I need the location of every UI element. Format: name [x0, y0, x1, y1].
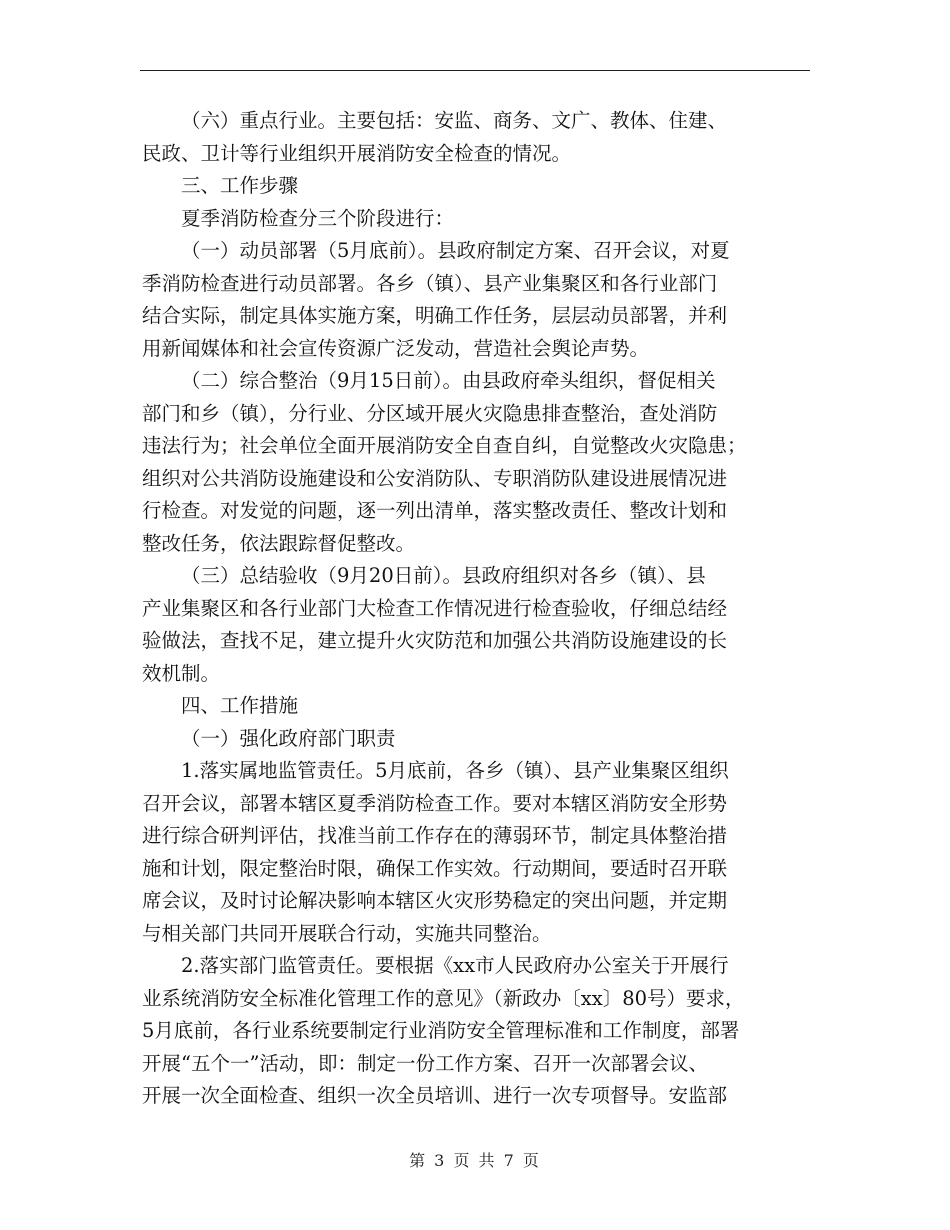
text-line: 组织对公共消防设施建设和公安消防队、专职消防队建设进展情况进: [142, 466, 728, 490]
text-line: 夏季消防检查分三个阶段进行：: [181, 206, 455, 230]
text-line: 整改任务，依法跟踪督促整改。: [142, 531, 416, 555]
text-line: 三、工作步骤: [181, 174, 299, 197]
page-footer: 第 3 页 共 7 页: [409, 1151, 541, 1170]
text-line: （三）总结验收（9月20日前）。县政府组织对各乡（镇）、县: [181, 564, 706, 587]
text-line: 进行综合研判评估，找准当前工作存在的薄弱环节，制定具体整治措: [142, 824, 728, 847]
text-line: 用新闻媒体和社会宣传资源广泛发动，营造社会舆论声势。: [142, 336, 650, 360]
text-line: 验做法，查找不足，建立提升火灾防范和加强公共消防设施建设的长: [142, 629, 728, 652]
text-line: 施和计划，限定整治时限，确保工作实效。行动期间，要适时召开联: [142, 856, 728, 880]
text-line: 2.落实部门监管责任。要根据《xx市人民政府办公室关于开展行: [181, 954, 729, 977]
text-line: 结合实际，制定具体实施方案，明确工作任务，层层动员部署，并利: [142, 304, 728, 327]
text-line: （一）动员部署（5月底前）。县政府制定方案、召开会议，对夏: [181, 239, 730, 262]
text-line: 四、工作措施: [181, 694, 299, 717]
text-line: 5月底前，各行业系统要制定行业消防安全管理标准和工作制度，部署: [142, 1019, 740, 1042]
text-line: （一）强化政府部门职责: [181, 726, 396, 750]
document-body: [142, 105, 812, 1113]
text-line: 季消防检查进行动员部署。各乡（镇）、县产业集聚区和各行业部门: [142, 271, 718, 295]
text-line: 开展一次全面检查、组织一次全员培训、进行一次专项督导。安监部: [142, 1084, 728, 1107]
text-line: 召开会议，部署本辖区夏季消防检查工作。要对本辖区消防安全形势: [142, 791, 728, 815]
text-line: 开展“五个一”活动，即：制定一份工作方案、召开一次部署会议、: [142, 1051, 708, 1075]
text-line: 效机制。: [142, 661, 221, 685]
text-line: （二）综合整治（9月15日前）。由县政府牵头组织，督促相关: [181, 369, 716, 392]
header-rule: [140, 70, 810, 71]
text-line: 产业集聚区和各行业部门大检查工作情况进行检查验收，仔细总结经: [142, 596, 728, 620]
text-line: 业系统消防安全标准化管理工作的意见》（新政办〔xx〕80号）要求，: [142, 986, 745, 1010]
text-line: 违法行为；社会单位全面开展消防安全自查自纠，自觉整改火灾隐患；: [142, 434, 747, 457]
text-line: 部门和乡（镇），分行业、分区域开展火灾隐患排查整治，查处消防: [142, 401, 718, 425]
text-line: 民政、卫计等行业组织开展消防安全检查的情况。: [142, 141, 572, 165]
text-line: 与相关部门共同开展联合行动，实施共同整治。: [142, 921, 552, 945]
text-line: 1.落实属地监管责任。5月底前，各乡（镇）、县产业集聚区组织: [181, 759, 729, 782]
text-line: 行检查。对发觉的问题，逐一列出清单，落实整改责任、整改计划和: [142, 499, 728, 522]
text-line: 席会议，及时讨论解决影响本辖区火灾形势稳定的突出问题，并定期: [142, 889, 728, 912]
text-line: （六）重点行业。主要包括：安监、商务、文广、教体、住建、: [181, 109, 728, 132]
